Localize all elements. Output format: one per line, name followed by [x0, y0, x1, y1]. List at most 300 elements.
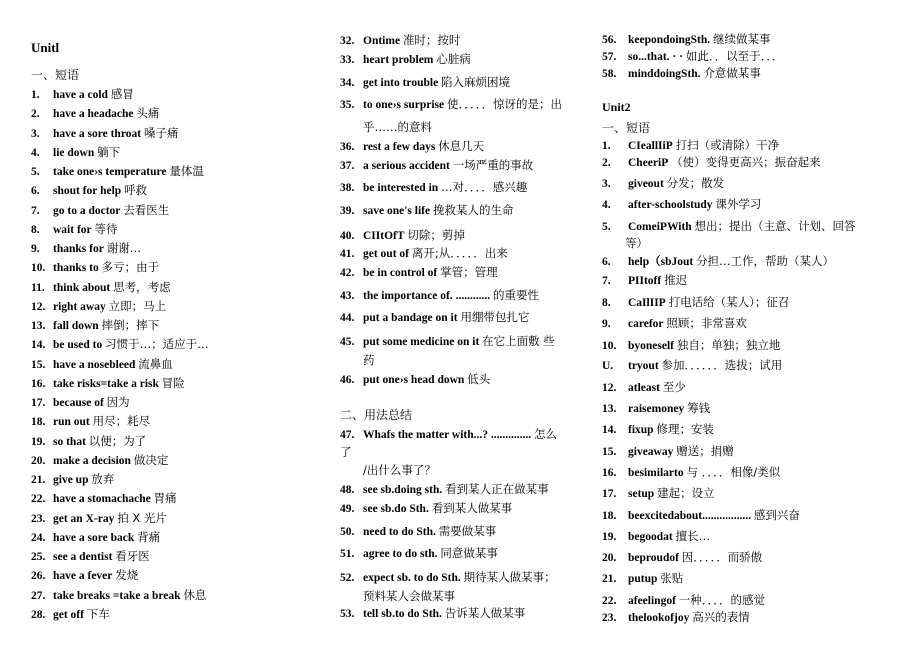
item-number: 56.: [602, 34, 617, 46]
item-number: 5.: [31, 166, 40, 178]
english-phrase: be used to: [53, 339, 103, 351]
list-item: [602, 254, 834, 269]
list-item: [602, 358, 782, 373]
item-number: 8.: [31, 224, 40, 236]
list-item: [340, 288, 539, 303]
english-phrase: PIItoff: [628, 275, 662, 287]
chinese-meaning: 赠送；捐赠: [676, 444, 734, 458]
item-number: 18.: [31, 416, 46, 428]
list-item: [340, 546, 498, 561]
list-item: [602, 610, 750, 625]
chinese-meaning: 感到兴奋: [753, 508, 800, 522]
list-item: [602, 49, 784, 64]
list-item: [602, 138, 779, 153]
chinese-meaning: 想出；提出（主意、计划、回答: [694, 219, 856, 233]
item-number: 19.: [602, 531, 617, 543]
chinese-meaning: 看到某人正在做某事: [445, 482, 549, 496]
english-phrase: after-schoolstudy: [628, 199, 713, 211]
item-number: 46.: [340, 374, 355, 386]
english-phrase: be interested in: [363, 182, 439, 194]
english-phrase: so that: [53, 436, 86, 448]
chinese-meaning: 掌管；管理: [440, 265, 498, 279]
english-phrase: CIeallIiP: [628, 140, 673, 152]
list-item: [340, 139, 484, 154]
english-phrase: shout for help: [53, 185, 122, 197]
chinese-meaning: 需要做某事: [438, 524, 497, 538]
list-item: [602, 219, 856, 234]
item-number: 1.: [31, 89, 40, 101]
item-number: 6.: [602, 256, 611, 268]
chinese-meaning: 参加．．．．．．选拔；试用: [661, 358, 783, 372]
list-item: [340, 246, 508, 261]
chinese-meaning: 做决定: [133, 453, 169, 467]
english-phrase: get into trouble: [363, 77, 439, 89]
continuation-45: 药: [363, 353, 375, 367]
chinese-meaning: 的重要性: [493, 288, 539, 302]
list-item: [340, 310, 529, 325]
english-phrase: CheeriP: [628, 157, 669, 169]
list-item: [31, 472, 114, 487]
chinese-meaning: 挽救某人的生命: [432, 203, 514, 217]
list-item: [340, 482, 549, 497]
item-number: 28.: [31, 609, 46, 621]
chinese-meaning: 分担…工作，帮助（某人）: [696, 254, 835, 268]
list-item: [340, 203, 513, 218]
english-phrase: Ontime: [363, 35, 401, 47]
item-number: 13.: [31, 320, 46, 332]
item-number: 48.: [340, 484, 355, 496]
list-item: [31, 434, 146, 449]
english-phrase: give up: [53, 474, 89, 486]
item-number: 22.: [31, 493, 46, 505]
list-item: [31, 395, 130, 410]
english-phrase: lie down: [53, 147, 95, 159]
item-number: 14.: [602, 424, 617, 436]
list-item: [602, 422, 714, 437]
item-number: 9.: [602, 318, 611, 330]
chinese-meaning: 在它上面敷 些: [482, 334, 555, 348]
chinese-meaning: 擅长…: [675, 529, 711, 543]
english-phrase: thanks for: [53, 243, 104, 255]
item-number: 11.: [31, 282, 45, 294]
english-phrase: need to do Sth.: [363, 526, 436, 538]
english-phrase: fixup: [628, 424, 654, 436]
list-item: [31, 511, 167, 526]
list-item: [340, 33, 460, 48]
item-number: 12.: [31, 301, 46, 313]
list-item: [340, 180, 527, 195]
list-item: [602, 529, 710, 544]
item-number: 38.: [340, 182, 355, 194]
english-phrase: atleast: [628, 382, 660, 394]
item-number: 58.: [602, 68, 617, 80]
list-item: [602, 593, 765, 608]
continuation-52: 预料某人会做某事: [363, 589, 455, 603]
list-item: [340, 265, 498, 280]
english-phrase: see a dentist: [53, 551, 113, 563]
english-phrase: heart problem: [363, 54, 434, 66]
english-phrase: to one›s surprise: [363, 99, 445, 111]
english-phrase: expect sb. to do Sth.: [363, 572, 461, 584]
continuation-5: 等）: [625, 236, 648, 250]
english-phrase: be in control of: [363, 267, 438, 279]
chinese-meaning: 推迟: [664, 273, 688, 287]
item-number: U.: [602, 360, 614, 372]
list-item: [340, 501, 512, 516]
chinese-meaning: 下车: [86, 607, 110, 621]
list-item: [31, 260, 159, 275]
chinese-meaning: 习惯于…；适应于…: [105, 337, 209, 351]
chinese-meaning: 因为: [106, 395, 130, 409]
list-item: [31, 164, 204, 179]
chinese-meaning: 用尽；耗尽: [92, 414, 151, 428]
chinese-meaning: 量体温: [169, 164, 204, 178]
item-number: 20.: [31, 455, 46, 467]
section-2-title: 二、用法总结: [340, 408, 413, 422]
english-phrase: put a bandage on it: [363, 312, 458, 324]
english-phrase: go to a doctor: [53, 205, 121, 217]
english-phrase: keepondoingSth.: [628, 34, 711, 46]
item-number: 21.: [31, 474, 46, 486]
chinese-meaning: 背痛: [137, 530, 161, 544]
english-phrase: get an X-ray: [53, 513, 115, 525]
list-item: [31, 568, 138, 583]
item-number: 16.: [602, 467, 617, 479]
list-item: [31, 106, 159, 121]
english-phrase: rest a few days: [363, 141, 436, 153]
chinese-meaning: 放弃: [91, 472, 115, 486]
list-item: [340, 606, 525, 621]
english-phrase: setup: [628, 488, 655, 500]
english-phrase: wait for: [53, 224, 92, 236]
item-number: 19.: [31, 436, 46, 448]
item-number: 41.: [340, 248, 355, 260]
item-number: 1.: [602, 140, 611, 152]
chinese-meaning: 心脏病: [436, 52, 471, 66]
item-number: 20.: [602, 552, 617, 564]
english-phrase: have a nosebleed: [53, 359, 136, 371]
chinese-meaning: 修理；安装: [656, 422, 714, 436]
item-number: 15.: [602, 446, 617, 458]
english-phrase: get out of: [363, 248, 409, 260]
english-phrase: have a stomachache: [53, 493, 151, 505]
list-item: [31, 453, 168, 468]
chinese-meaning: 低头: [467, 372, 491, 386]
item-number: 27.: [31, 590, 46, 602]
item-number: 17.: [31, 397, 46, 409]
chinese-meaning: 课外学习: [715, 197, 762, 211]
list-item: [602, 380, 686, 395]
list-item: [340, 158, 533, 173]
item-number: 17.: [602, 488, 617, 500]
item-number: 33.: [340, 54, 355, 66]
english-phrase: giveout: [628, 178, 664, 190]
english-phrase: beexcitedabout.................: [628, 510, 751, 522]
english-phrase: beproudof: [628, 552, 679, 564]
list-item: [602, 176, 724, 191]
item-number: 21.: [602, 573, 617, 585]
english-phrase: afeelingof: [628, 595, 676, 607]
chinese-meaning: 冒险: [161, 376, 185, 390]
chinese-meaning: 切除；剪掉: [407, 228, 465, 242]
list-item: [602, 401, 710, 416]
chinese-meaning: 期待某人做某事；: [463, 570, 556, 584]
list-item: [340, 52, 471, 67]
chinese-meaning: 张贴: [660, 571, 684, 585]
chinese-meaning: 以便；为了: [88, 434, 147, 448]
list-item: [602, 571, 683, 586]
chinese-meaning: 独自；单独；独立地: [676, 338, 781, 352]
item-number: 9.: [31, 243, 40, 255]
chinese-meaning: 照顾；非常喜欢: [666, 316, 747, 330]
item-number: 15.: [31, 359, 46, 371]
english-phrase: besimilarto: [628, 467, 684, 479]
english-phrase: tell sb.to do Sth.: [363, 608, 442, 620]
list-item: [340, 524, 496, 539]
item-number: 7.: [602, 275, 611, 287]
list-item: [31, 607, 110, 622]
list-item: [340, 228, 465, 243]
chinese-meaning: 立即；马上: [108, 299, 167, 313]
item-number: 10.: [602, 340, 617, 352]
english-phrase: have a fever: [53, 570, 113, 582]
english-phrase: thelookofjoy: [628, 612, 690, 624]
english-phrase: right away: [53, 301, 106, 313]
english-phrase: carefor: [628, 318, 664, 330]
item-number: 3.: [31, 128, 40, 140]
chinese-meaning: 头痛: [136, 106, 160, 120]
continuation-35: 乎……的意料: [363, 120, 432, 134]
item-number: 49.: [340, 503, 355, 515]
english-phrase: save one's life: [363, 205, 431, 217]
item-number: 44.: [340, 312, 355, 324]
chinese-meaning: 多亏；由于: [101, 260, 160, 274]
list-item: [602, 66, 761, 81]
item-number: 8.: [602, 297, 611, 309]
english-phrase: CIItOfT: [363, 230, 405, 242]
english-phrase: get off: [53, 609, 84, 621]
item-number: 39.: [340, 205, 355, 217]
unit-2-section-title: 一、短语: [602, 121, 651, 135]
item-number: 13.: [602, 403, 617, 415]
item-number: 23.: [31, 513, 46, 525]
chinese-meaning: 打电话给（某人）；征召: [668, 295, 790, 309]
english-phrase: agree to do sth.: [363, 548, 438, 560]
list-item: [31, 280, 171, 295]
english-phrase: have a cold: [53, 89, 108, 101]
chinese-meaning: 流鼻血: [138, 357, 173, 371]
list-item: [31, 222, 118, 237]
list-item: [31, 491, 177, 506]
chinese-meaning: 胃痛: [153, 491, 177, 505]
chinese-meaning: 介意做某事: [703, 66, 761, 80]
chinese-meaning: 嗓子痛: [143, 126, 179, 140]
chinese-meaning: 思考，考虑: [113, 280, 171, 294]
chinese-meaning: 告诉某人做某事: [444, 606, 526, 620]
list-item: [31, 203, 169, 218]
chinese-meaning: 分发；散发: [666, 176, 725, 190]
english-phrase: begoodat: [628, 531, 673, 543]
item-number: 40.: [340, 230, 355, 242]
english-phrase: Whafs the matter with...? ..............: [363, 429, 532, 441]
item-number: 7.: [31, 205, 40, 217]
chinese-meaning: …对．．．．感兴趣: [441, 180, 528, 194]
item-number: 3.: [602, 178, 611, 190]
list-item: [602, 465, 780, 480]
list-item: [602, 486, 715, 501]
list-item: [602, 444, 734, 459]
list-item: [340, 97, 562, 112]
chinese-meaning: 呼救: [124, 183, 148, 197]
list-item: [31, 414, 150, 429]
continuation-47a: 了: [340, 445, 352, 459]
chinese-meaning: 陷入麻烦困境: [441, 75, 511, 89]
chinese-meaning: 休息: [183, 588, 207, 602]
english-phrase: take risks=take a risk: [53, 378, 159, 390]
chinese-meaning: 与 ．．．．相像/类似: [686, 465, 781, 479]
chinese-meaning: 打扫（或清除）干净: [675, 138, 780, 152]
english-phrase: have a sore throat: [53, 128, 142, 140]
list-item: [602, 32, 771, 47]
english-phrase: so...that. · ·: [628, 51, 683, 63]
english-phrase: see sb.doing sth.: [363, 484, 443, 496]
english-phrase: byoneself: [628, 340, 674, 352]
english-phrase: CaIlIIP: [628, 297, 666, 309]
item-number: 42.: [340, 267, 355, 279]
list-item: [340, 75, 510, 90]
chinese-meaning: 筹钱: [687, 401, 711, 415]
item-number: 43.: [340, 290, 355, 302]
english-phrase: raisemoney: [628, 403, 685, 415]
item-number: 12.: [602, 382, 617, 394]
list-item: [340, 427, 557, 442]
list-item: [340, 570, 556, 585]
english-phrase: see sb.do Sth.: [363, 503, 429, 515]
item-number: 6.: [31, 185, 40, 197]
english-phrase: minddoingSth.: [628, 68, 701, 80]
chinese-meaning: 看牙医: [115, 549, 150, 563]
item-number: 57.: [602, 51, 617, 63]
chinese-meaning: 怎么: [534, 427, 557, 441]
chinese-meaning: 高兴的表情: [692, 610, 750, 624]
list-item: [31, 530, 160, 545]
item-number: 26.: [31, 570, 46, 582]
english-phrase: giveaway: [628, 446, 674, 458]
list-item: [31, 357, 173, 372]
item-number: 35.: [340, 99, 355, 111]
english-phrase: put some medicine on it: [363, 336, 480, 348]
chinese-meaning: 摔倒；摔下: [101, 318, 160, 332]
chinese-meaning: 如此．．以至于．．．: [685, 49, 784, 63]
english-phrase: thanks to: [53, 262, 99, 274]
list-item: [340, 334, 555, 349]
item-number: 4.: [31, 147, 40, 159]
list-item: [340, 372, 490, 387]
english-phrase: fall down: [53, 320, 99, 332]
english-phrase: have a sore back: [53, 532, 135, 544]
item-number: 47.: [340, 429, 355, 441]
chinese-meaning: 准时；按时: [402, 33, 461, 47]
item-number: 51.: [340, 548, 355, 560]
english-phrase: a serious accident: [363, 160, 450, 172]
item-number: 37.: [340, 160, 355, 172]
english-phrase: because of: [53, 397, 104, 409]
item-number: 4.: [602, 199, 611, 211]
list-item: [31, 241, 141, 256]
english-phrase: make a decision: [53, 455, 131, 467]
english-phrase: run out: [53, 416, 90, 428]
list-item: [602, 155, 821, 170]
item-number: 23.: [602, 612, 617, 624]
item-number: 50.: [340, 526, 355, 538]
english-phrase: ComeiPWith: [628, 221, 692, 233]
english-phrase: take one›s temperature: [53, 166, 167, 178]
item-number: 24.: [31, 532, 46, 544]
chinese-meaning: 同意做某事: [440, 546, 498, 560]
english-phrase: have a headache: [53, 108, 134, 120]
english-phrase: help（sbJout: [628, 256, 694, 268]
chinese-meaning: 建起；设立: [657, 486, 715, 500]
list-item: [31, 376, 185, 391]
item-number: 32.: [340, 35, 355, 47]
list-item: [602, 508, 800, 523]
english-phrase: the importance of. ............: [363, 290, 491, 302]
item-number: 5.: [602, 221, 611, 233]
english-phrase: think about: [53, 282, 111, 294]
chinese-meaning: 拍 X 光片: [117, 511, 167, 525]
list-item: [602, 550, 762, 565]
list-item: [31, 183, 147, 198]
item-number: 2.: [602, 157, 611, 169]
list-item: [31, 337, 209, 352]
list-item: [602, 273, 687, 288]
item-number: 52.: [340, 572, 355, 584]
chinese-meaning: 至少: [662, 380, 686, 394]
item-number: 18.: [602, 510, 617, 522]
chinese-meaning: 休息几天: [438, 139, 485, 153]
chinese-meaning: （使）变得更高兴；振奋起来: [671, 155, 821, 169]
chinese-meaning: 一场严重的事故: [452, 158, 534, 172]
list-item: [602, 316, 747, 331]
list-item: [31, 588, 206, 603]
list-item: [602, 295, 789, 310]
chinese-meaning: 感冒: [110, 87, 134, 101]
list-item: [31, 145, 120, 160]
list-item: [602, 197, 761, 212]
section-1-title: 一、短语: [31, 68, 80, 82]
item-number: 2.: [31, 108, 40, 120]
english-phrase: tryout: [628, 360, 659, 372]
item-number: 10.: [31, 262, 46, 274]
unit-1-title: Unitl: [31, 40, 60, 55]
chinese-meaning: 去看医生: [123, 203, 170, 217]
item-number: 53.: [340, 608, 355, 620]
item-number: 34.: [340, 77, 355, 89]
list-item: [31, 299, 166, 314]
list-item: [31, 318, 159, 333]
chinese-meaning: 看到某人做某事: [431, 501, 513, 515]
continuation-47b: /出什么事了？: [363, 463, 436, 477]
item-number: 45.: [340, 336, 355, 348]
item-number: 16.: [31, 378, 46, 390]
english-phrase: take breaks =take a break: [53, 590, 181, 602]
chinese-meaning: 发烧: [115, 568, 139, 582]
chinese-meaning: 等待: [94, 222, 118, 236]
item-number: 22.: [602, 595, 617, 607]
english-phrase: put one›s head down: [363, 374, 465, 386]
list-item: [602, 338, 780, 353]
chinese-meaning: 谢谢…: [106, 241, 142, 255]
